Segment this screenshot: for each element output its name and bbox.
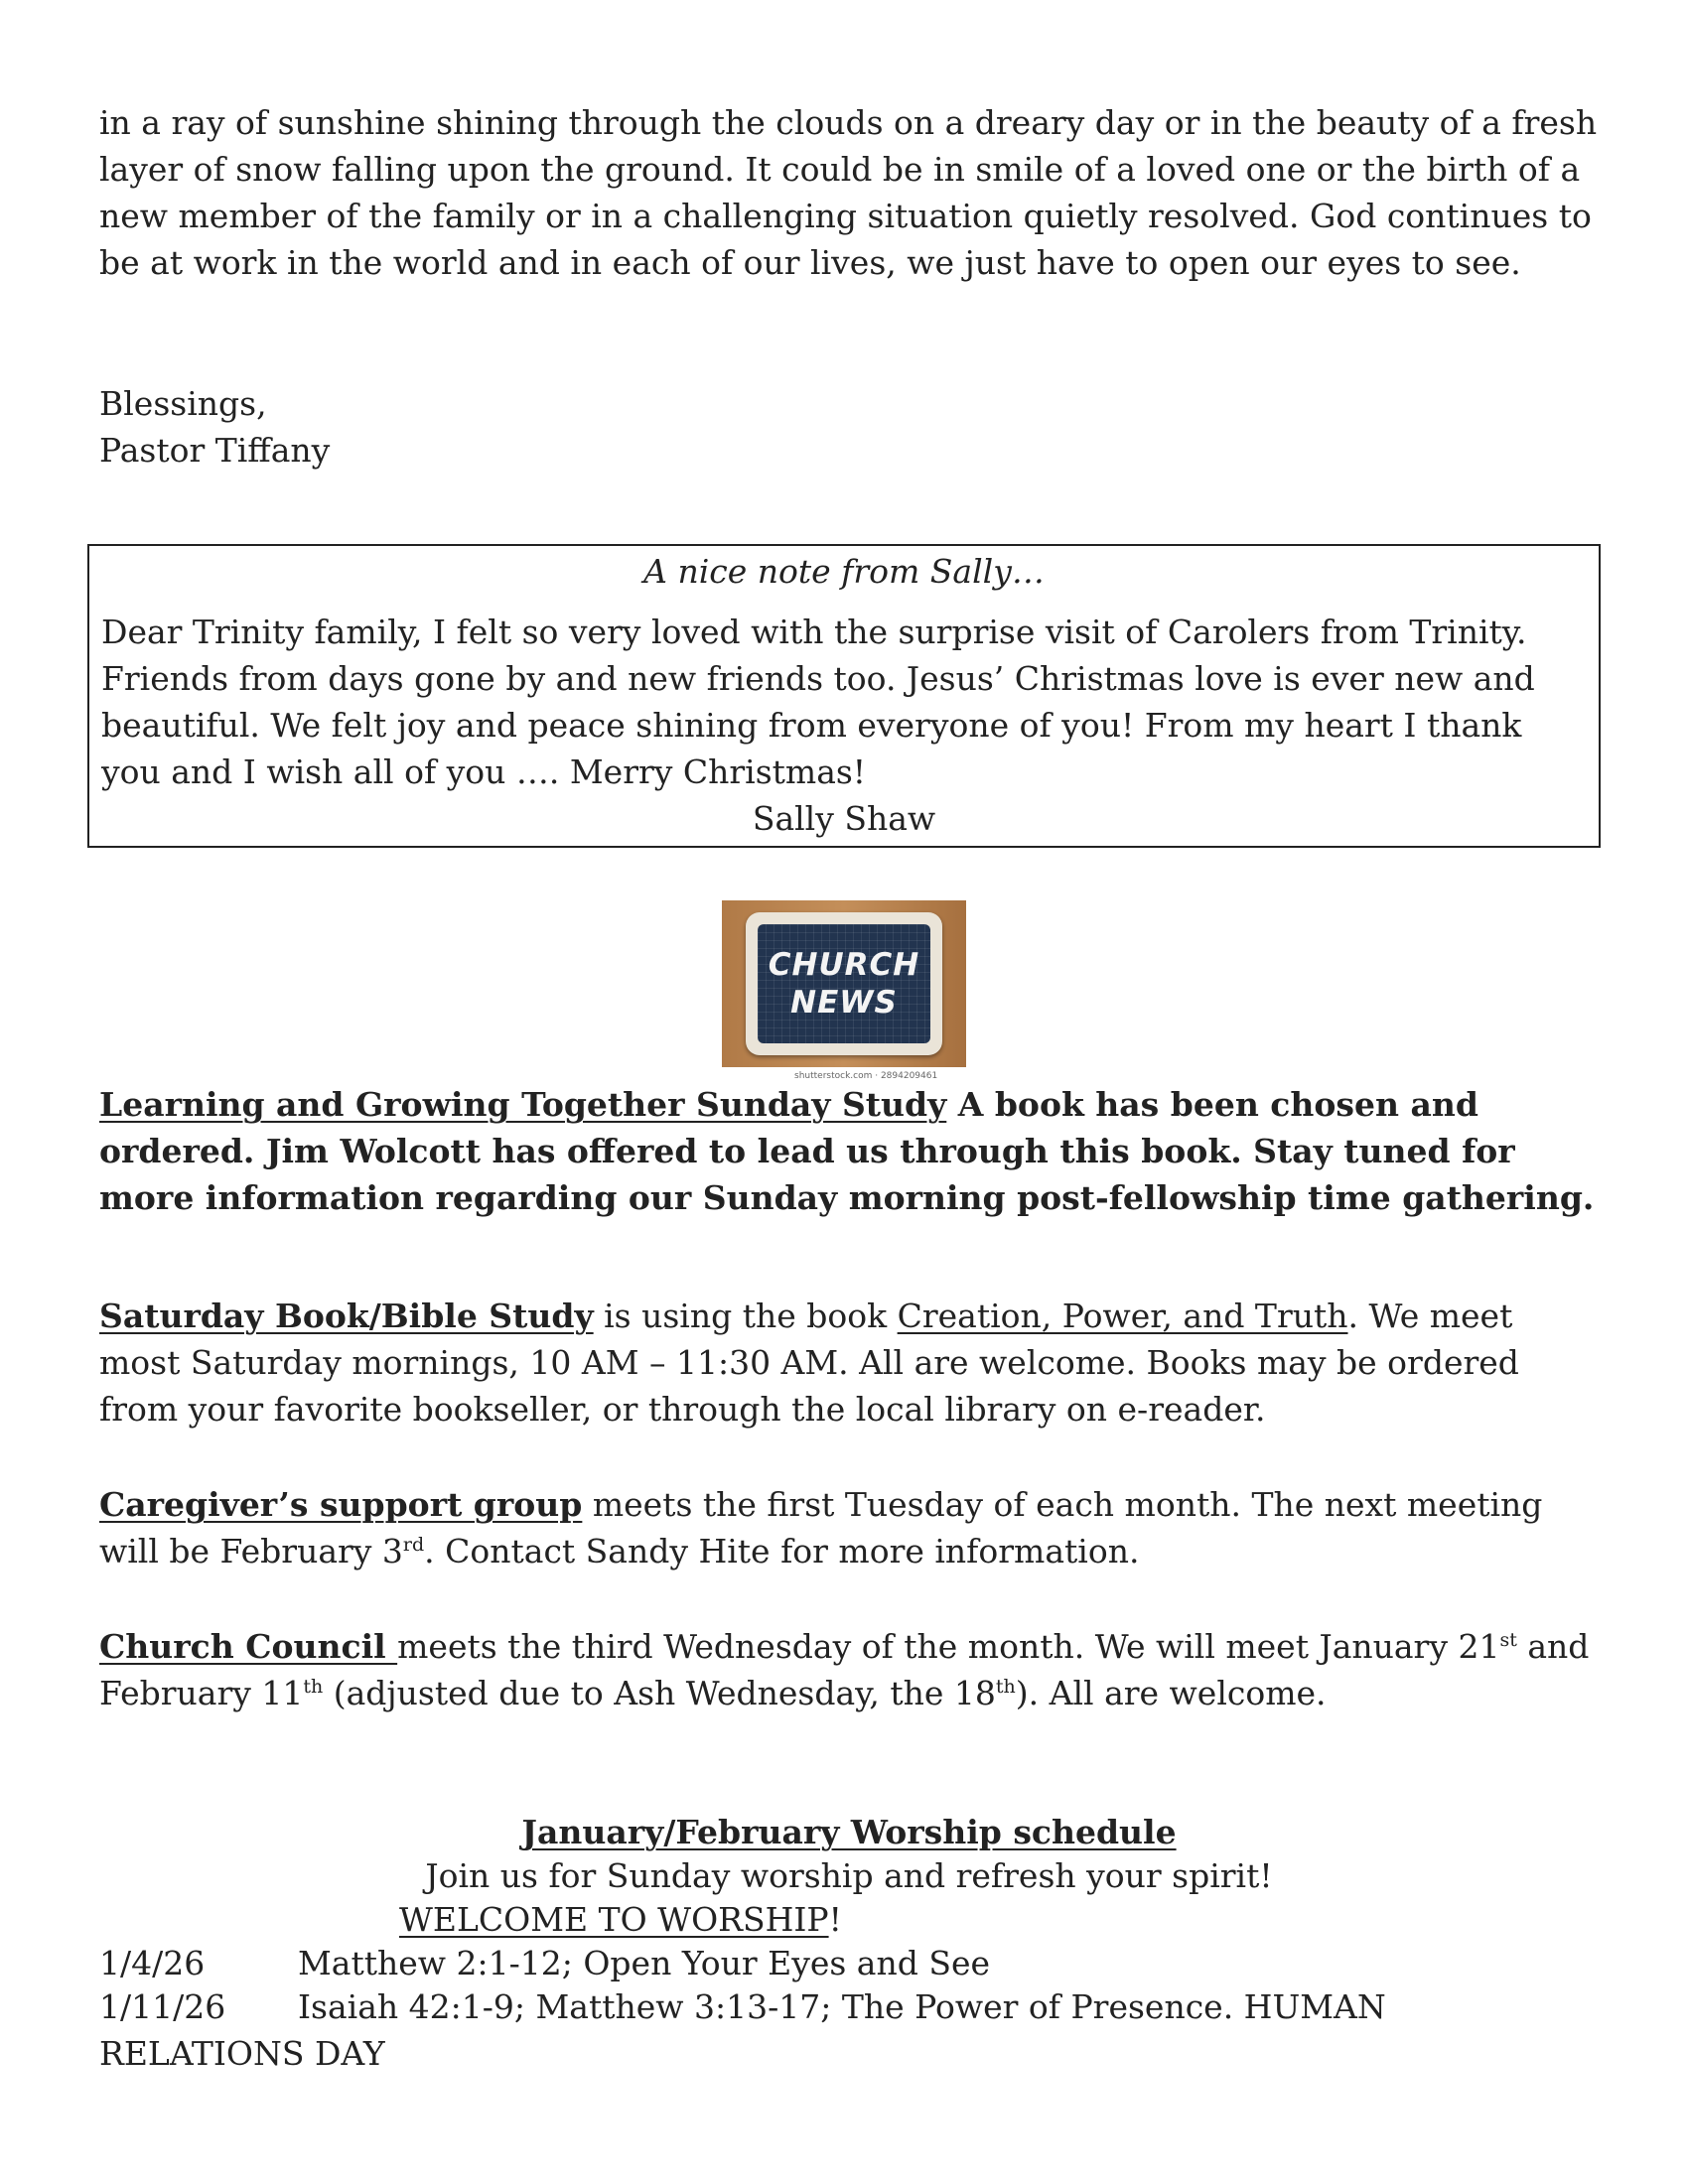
schedule-row [99,1983,1599,2030]
caregiver-heading: Caregiver’s support group [99,1485,583,1524]
welcome-text: WELCOME TO WORSHIP [399,1900,829,1939]
schedule-continuation: RELATIONS DAY [99,2034,385,2073]
chalkboard-slate [758,924,930,1043]
schedule-heading: January/February Worship schedule [521,1813,1177,1851]
council-heading: Church Council [99,1627,398,1666]
closing-blessings: Blessings, [99,384,267,423]
schedule-date: 1/4/26 [99,1944,206,1982]
note-signature: Sally Shaw [752,799,936,838]
learning-heading: Learning and Growing Together Sunday Study [99,1085,947,1124]
image-credit: shutterstock.com · 2894209461 [794,1071,938,1081]
schedule-subheading: Join us for Sunday worship and refresh your spirit! [425,1856,1273,1895]
council-text4: ). All are welcome. [1015,1674,1327,1712]
schedule-reading: Isaiah 42:1-9; Matthew 3:13-17; The Power of Presence. HUMAN [298,1987,1386,2026]
saturday-book-title: Creation, Power, and Truth [897,1297,1348,1335]
caregiver-text2: . Contact Sandy Hite for more information. [424,1532,1140,1570]
saturday-item [99,1293,1599,1433]
caregiver-sup1: rd [402,1534,425,1556]
schedule-list [99,1940,1599,2077]
council-item [99,1623,1599,1716]
saturday-text2: . We meet most Saturday mornings, 10 AM – 11:30 AM. All are welcome. Books may be ordered from your favorite bookseller, or through the local library on e-reader. [99,1297,1519,1429]
council-text3: (adjusted due to Ash Wednesday, the 18 [323,1674,996,1712]
council-text2: and February 11 [99,1627,1590,1712]
council-sup2: th [303,1676,324,1698]
note-box [87,544,1601,848]
learning-item [99,1081,1599,1221]
church-news-line2: NEWS [790,985,898,1021]
welcome-line [399,1896,1392,1943]
council-text1: meets the third Wednesday of the month. We will meet January 21 [397,1627,1500,1666]
saturday-text1: is using the book [593,1297,898,1335]
caregiver-item [99,1481,1599,1574]
intro-paragraph: in a ray of sunshine shining through the clouds on a dreary day or in the beauty of a fresh layer of snow falling upon the ground. It could be in smile of a loved one or the birth of a new member of the family or in a challenging situation quietly resolved. God continues to be at work in the world and in each of our lives, we just have to open our eyes to see. [99,103,1598,282]
schedule-row [99,1940,1599,1986]
church-news-image [722,900,966,1067]
welcome-punct: ! [828,1900,842,1939]
schedule-date: 1/11/26 [99,1987,226,2026]
council-sup1: st [1499,1629,1517,1651]
note-title: A nice note from Sally… [643,552,1045,591]
council-sup3: th [995,1676,1016,1698]
chalkboard-frame [746,912,942,1055]
caregiver-text1: meets the first Tuesday of each month. The next meeting will be February 3 [99,1485,1543,1570]
note-body: Dear Trinity family, I felt so very loved with the surprise visit of Carolers from Trinity. Friends from days gone by and new friends too. Jesus’ Christmas love is ever new and beautiful. We felt joy and peace shining from everyone of you! From my heart I thank you and I wish all of you …. Merry Christmas! [101,613,1535,791]
learning-text: A book has been chosen and ordered. Jim Wolcott has offered to lead us through this book. Stay tuned for more information regarding our Sunday morning post-fellowship time gathering. [99,1085,1595,1217]
schedule-reading: Matthew 2:1-12; Open Your Eyes and See [298,1944,991,1982]
church-news-line1: CHURCH [768,947,920,983]
saturday-heading: Saturday Book/Bible Study [99,1297,594,1335]
pastor-signature: Pastor Tiffany [99,431,331,470]
